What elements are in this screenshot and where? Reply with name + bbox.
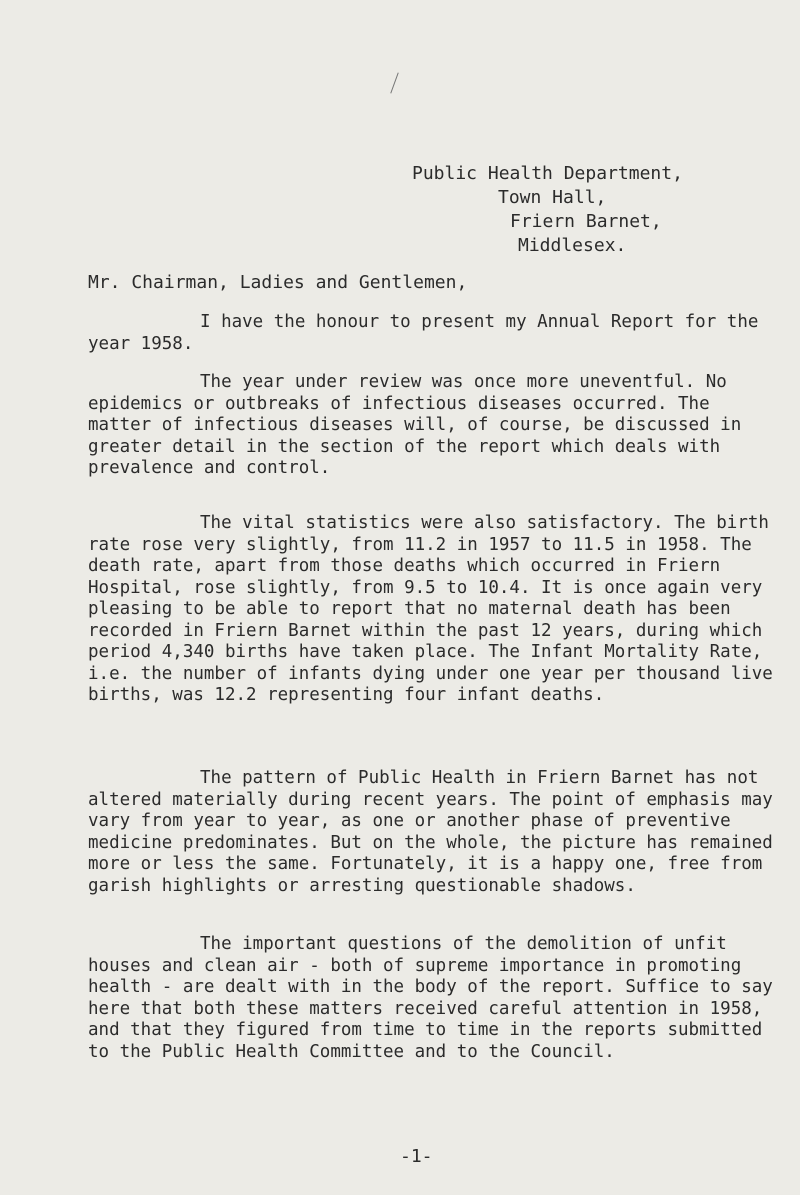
address-line-hall: Town Hall, — [498, 187, 607, 208]
paragraph-vital-statistics: The vital statistics were also satisfactory. The birth rate rose very slightly, from 11.2 in 1957 to 11.5 in 1958. The death rate, apart from those deaths which occurred in Friern Hospital, rose slightly, from 9.5 to 10.4. It is once again very pleasing to be able to report that no maternal death has been recorded in Friern Barnet within the past 12 years, during which period 4,340 births have taken place. The Infant Mortality Rate, i.e. the number of infants dying under one year per thousand live births, was 12.2 representing four infant deaths. — [88, 513, 773, 705]
salutation: Mr. Chairman, Ladies and Gentlemen, — [88, 272, 468, 293]
pen-mark — [390, 72, 398, 93]
paragraph-housing-clean-air: The important questions of the demolition of unfit houses and clean air - both of supreme importance in promoting health - are dealt with in the body of the report. Suffice to say here that both these matters received careful attention in 1958, and that they figured from time to time in the reports submitted to the Public Health Committee and to the Council. — [88, 934, 773, 1062]
paragraph-intro: I have the honour to present my Annual Report for the year 1958. — [88, 312, 759, 354]
page-number: -1- — [400, 1146, 433, 1167]
paragraph-infectious-diseases: The year under review was once more uneventful. No epidemics or outbreaks of infectious diseases occurred. The matter of infectious diseases will, of course, be discussed in greater detail in the section of the report which deals with prevalence and control. — [88, 372, 742, 478]
address-line-department: Public Health Department, — [412, 163, 683, 184]
paragraph-public-health-pattern: The pattern of Public Health in Friern Barnet has not altered materially during recent years. The point of emphasis may vary from year to year, as one or another phase of preventive medicine predominates. But on the whole, the picture has remained more or less the same. Fortunately, it is a happy one, free from garish highlights or arresting questionable shadows. — [88, 768, 773, 896]
address-line-county: Middlesex. — [518, 235, 627, 256]
address-line-town: Friern Barnet, — [510, 211, 662, 232]
